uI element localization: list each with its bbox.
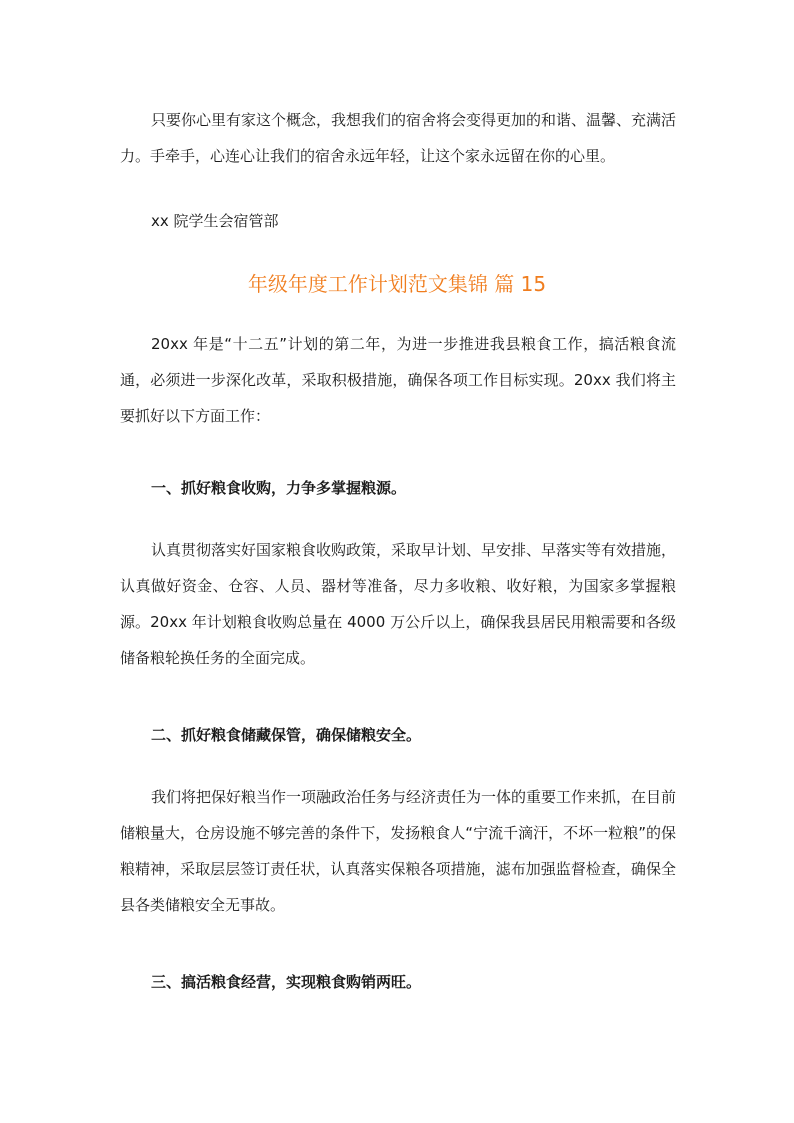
signature-block	[120, 203, 676, 239]
section-3-heading: 三、搞活粮食经营，实现粮食购销两旺。	[151, 973, 422, 991]
paragraph-1-block	[120, 326, 676, 434]
section-3-heading-block	[120, 964, 676, 1000]
section-1-body-block	[120, 532, 676, 676]
section-2-heading-block	[120, 717, 676, 753]
section-1-body: 认真贯彻落实好国家粮食收购政策，采取早计划、早安排、早落实等有效措施，认真做好资金、仓容、人员、器材等准备，尽力多收粮、收好粮，为国家多掌握粮源。20xx 年计划粮食收购总量在 4000 万公斤以上，确保我县居民用粮需要和各级储备粮轮换任务的全面完成。	[120, 541, 677, 667]
section-title: 年级年度工作计划范文集锦 篇 15	[247, 272, 547, 296]
section-2-body-block	[120, 779, 676, 923]
paragraph-1: 20xx 年是“十二五”计划的第二年，为进一步推进我县粮食工作，搞活粮食流通，必须进一步深化改革，采取积极措施，确保各项工作目标实现。20xx 我们将主要抓好以下方面工作：	[120, 335, 676, 425]
signature-text: xx 院学生会宿管部	[151, 212, 279, 230]
section-2-body: 我们将把保好粮当作一项融政治任务与经济责任为一体的重要工作来抓，在目前储粮量大，仓房设施不够完善的条件下，发扬粮食人“宁流千滴汗，不坏一粒粮”的保粮精神，采取层层签订责任状，认真落实保粮各项措施，滤布加强监督检查，确保全县各类储粮安全无事故。	[120, 788, 677, 914]
intro-paragraph: 只要你心里有家这个概念，我想我们的宿舍将会变得更加的和谐、温馨、充满活力。手牵手，心连心让我们的宿舍永远年轻，让这个家永远留在你的心里。	[120, 111, 677, 165]
intro-block	[120, 102, 676, 174]
section-2-heading: 二、抓好粮食储藏保管，确保储粮安全。	[151, 726, 422, 744]
section-1-heading-block	[120, 470, 676, 506]
section-1-heading: 一、抓好粮食收购，力争多掌握粮源。	[151, 479, 407, 497]
